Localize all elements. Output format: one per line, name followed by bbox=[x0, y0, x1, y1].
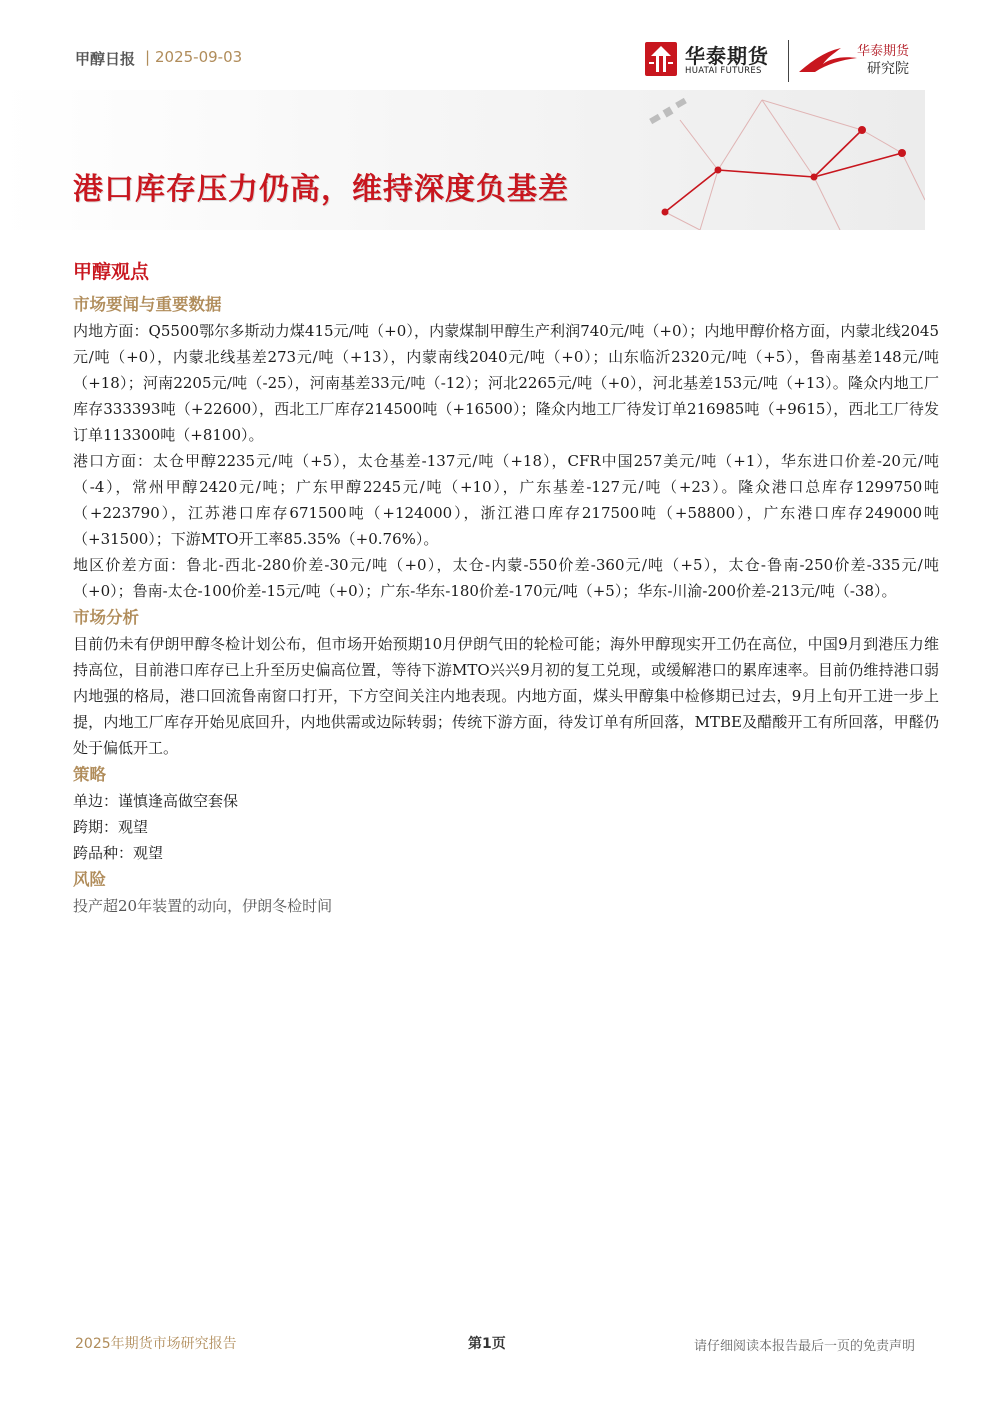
risk-heading: 风险 bbox=[73, 870, 106, 889]
market-analysis-heading: 市场分析 bbox=[73, 608, 139, 627]
page-footer bbox=[75, 1333, 915, 1353]
institute-brand: 华泰期货 bbox=[857, 44, 910, 59]
page-number: 第1页 bbox=[468, 1336, 506, 1352]
title-banner bbox=[0, 90, 925, 230]
market-news-heading: 市场要闻与重要数据 bbox=[73, 295, 222, 314]
inland-news-paragraph: 内地方面：Q5500鄂尔多斯动力煤415元/吨（+0），内蒙煤制甲醇生产利润740元/吨（+0）；内地甲醇价格方面，内蒙北线2045元/吨（+0），内蒙北线基差273元/吨（+13），内蒙南线2040元/吨（+0）；山东临沂2320元/吨（+5），鲁南基差148元/吨（+18）；河南2205元/吨（-25），河南基差33元/吨（-12）；河北2265元/吨（+0），河北基差153元/吨（+13）。隆众内地工厂库存333393吨（+22600），西北工厂库存214500吨（+16500）；隆众内地工厂待发订单216985吨（+9615），西北工厂待发订单113300吨（+8100）。 bbox=[73, 322, 939, 444]
brand-name-en: HUATAI FUTURES bbox=[685, 66, 762, 76]
report-title: 港口库存压力仍高，维持深度负基差 bbox=[73, 172, 569, 207]
research-institute-logo bbox=[797, 40, 925, 82]
huatai-logo-icon bbox=[645, 42, 677, 76]
market-analysis-paragraph: 目前仍未有伊朗甲醇冬检计划公布，但市场开始预期10月伊朗气田的轮检可能；海外甲醇现实开工仍在高位，中国9月到港压力维持高位，目前港口库存已上升至历史偏高位置，等待下游MTO兴兴9月初的复工兑现，或缓解港口的累库速率。目前仍维持港口弱内地强的格局，港口回流鲁南窗口打开，下方空间关注内地表现。内地方面，煤头甲醇集中检修期已过去，9月上旬开工进一步上提，内地工厂库存开始见底回升，内地供需或边际转弱；传统下游方面，待发订单有所回落，MTBE及醋酸开工有所回落，甲醛仍处于偏低开工。 bbox=[73, 635, 939, 757]
report-body bbox=[73, 258, 939, 919]
regional-spread-paragraph: 地区价差方面：鲁北-西北-280价差-30元/吨（+0），太仓-内蒙-550价差-360元/吨（+5），太仓-鲁南-250价差-335元/吨（+0）；鲁南-太仓-100价差-15元/吨（+0）；广东-华东-180价差-170元/吨（+5）；华东-川渝-200价差-213元/吨（-38）。 bbox=[73, 556, 939, 600]
banner-network-graphic bbox=[0, 90, 925, 230]
report-date: 2025-09-03 bbox=[155, 48, 243, 66]
footer-report-name: 2025年期货市场研究报告 bbox=[75, 1336, 237, 1352]
strategy-item: 跨品种：观望 bbox=[73, 844, 164, 862]
report-type: 甲醇日报 bbox=[75, 50, 136, 68]
methanol-view-heading: 甲醇观点 bbox=[73, 261, 150, 283]
disclaimer-note: 请仔细阅读本报告最后一页的免责声明 bbox=[693, 1339, 915, 1354]
report-header bbox=[75, 40, 925, 85]
logo-divider bbox=[788, 40, 789, 82]
risk-paragraph: 投产超20年装置的动向，伊朗冬检时间 bbox=[73, 897, 333, 915]
brand-name: 华泰期货 bbox=[685, 44, 769, 68]
header-separator: | bbox=[145, 48, 151, 66]
institute-label: 研究院 bbox=[867, 61, 909, 77]
strategy-item: 单边：谨慎逢高做空套保 bbox=[73, 792, 239, 810]
strategy-item: 跨期：观望 bbox=[73, 818, 149, 836]
institute-swoosh-icon bbox=[797, 44, 859, 76]
huatai-futures-logo bbox=[645, 40, 785, 80]
strategy-heading: 策略 bbox=[73, 765, 106, 784]
port-news-paragraph: 港口方面：太仓甲醇2235元/吨（+5），太仓基差-137元/吨（+18），CFR中国257美元/吨（+1），华东进口价差-20元/吨（-4），常州甲醇2420元/吨；广东甲醇2245元/吨（+10），广东基差-127元/吨（+23）。隆众港口总库存1299750吨（+223790），江苏港口库存671500吨（+124000），浙江港口库存217500吨（+58800），广东港口库存249000吨（+31500）；下游MTO开工率85.35%（+0.76%）。 bbox=[73, 452, 939, 548]
